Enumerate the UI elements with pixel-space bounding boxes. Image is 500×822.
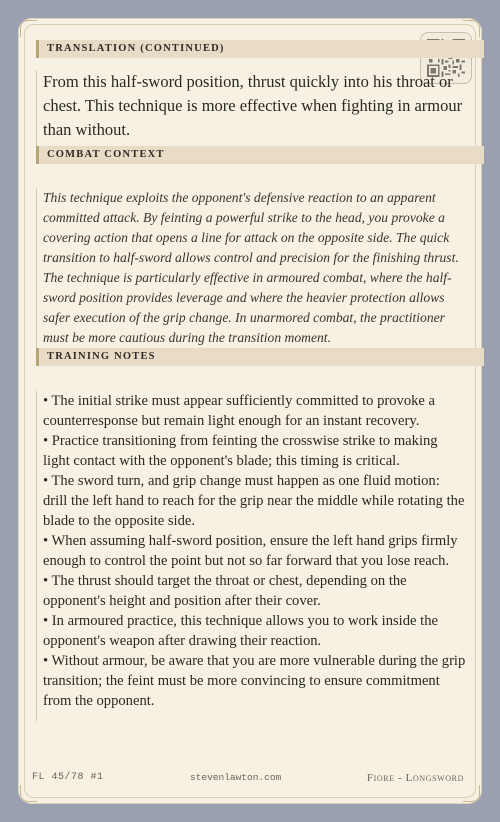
website-link[interactable]: stevenlawton.com: [190, 772, 282, 783]
list-item: • The sword turn, and grip change must happen as one fluid motion: drill the left hand to reach for the grip near the middle while rotating the blade to the opposite side.: [43, 473, 465, 529]
combat-context-text: This technique exploits the opponent's defensive reaction to an apparent committed attack. By feinting a powerful strike to the head, you provoke a covering action that opens a line for attack on the opposite side. The quick transition to half-sword allows control and precision for the finishing thrust. The technique is particularly effective in armoured combat, where the half-sword position provides leverage and where the heavier protection allows safer execution of the grip change. In unarmored combat, the practitioner must be more cautious during the transition moment.: [36, 188, 466, 356]
list-item: • In armoured practice, this technique allows you to work inside the opponent's weapon after drawing their reaction.: [43, 613, 438, 649]
card: [18, 18, 482, 804]
list-item: • The thrust should target the throat or chest, depending on the opponent's height and position after their cover.: [43, 573, 407, 609]
footer: [18, 772, 482, 788]
corner-ornament: [20, 20, 37, 37]
translation-text: From this half-sword position, thrust quickly into his throat or chest. This technique is more effective when fighting in armour than without.: [36, 70, 466, 151]
series-name: Fiore - Longsword: [366, 772, 464, 784]
section-heading-translation: TRANSLATION (CONTINUED): [36, 40, 484, 58]
list-item: • When assuming half-sword position, ensure the left hand grips firmly enough to control the point but not so far forward that you lose reach.: [43, 533, 458, 569]
section-heading-training-notes: TRAINING NOTES: [36, 348, 484, 366]
training-notes-list: [36, 391, 466, 721]
section-heading-combat-context: COMBAT CONTEXT: [36, 146, 484, 164]
card-id: FL 45/78 #1: [32, 772, 104, 783]
list-item: • Without armour, be aware that you are more vulnerable during the grip transition; the feint must be more convincing to ensure commitment from the opponent.: [43, 653, 466, 709]
list-item: • The initial strike must appear sufficiently committed to provoke a counterresponse but remain light enough for an instant recovery.: [43, 393, 436, 429]
list-item: • Practice transitioning from feinting the crosswise strike to making light contact with the opponent's blade; this timing is critical.: [43, 433, 438, 469]
